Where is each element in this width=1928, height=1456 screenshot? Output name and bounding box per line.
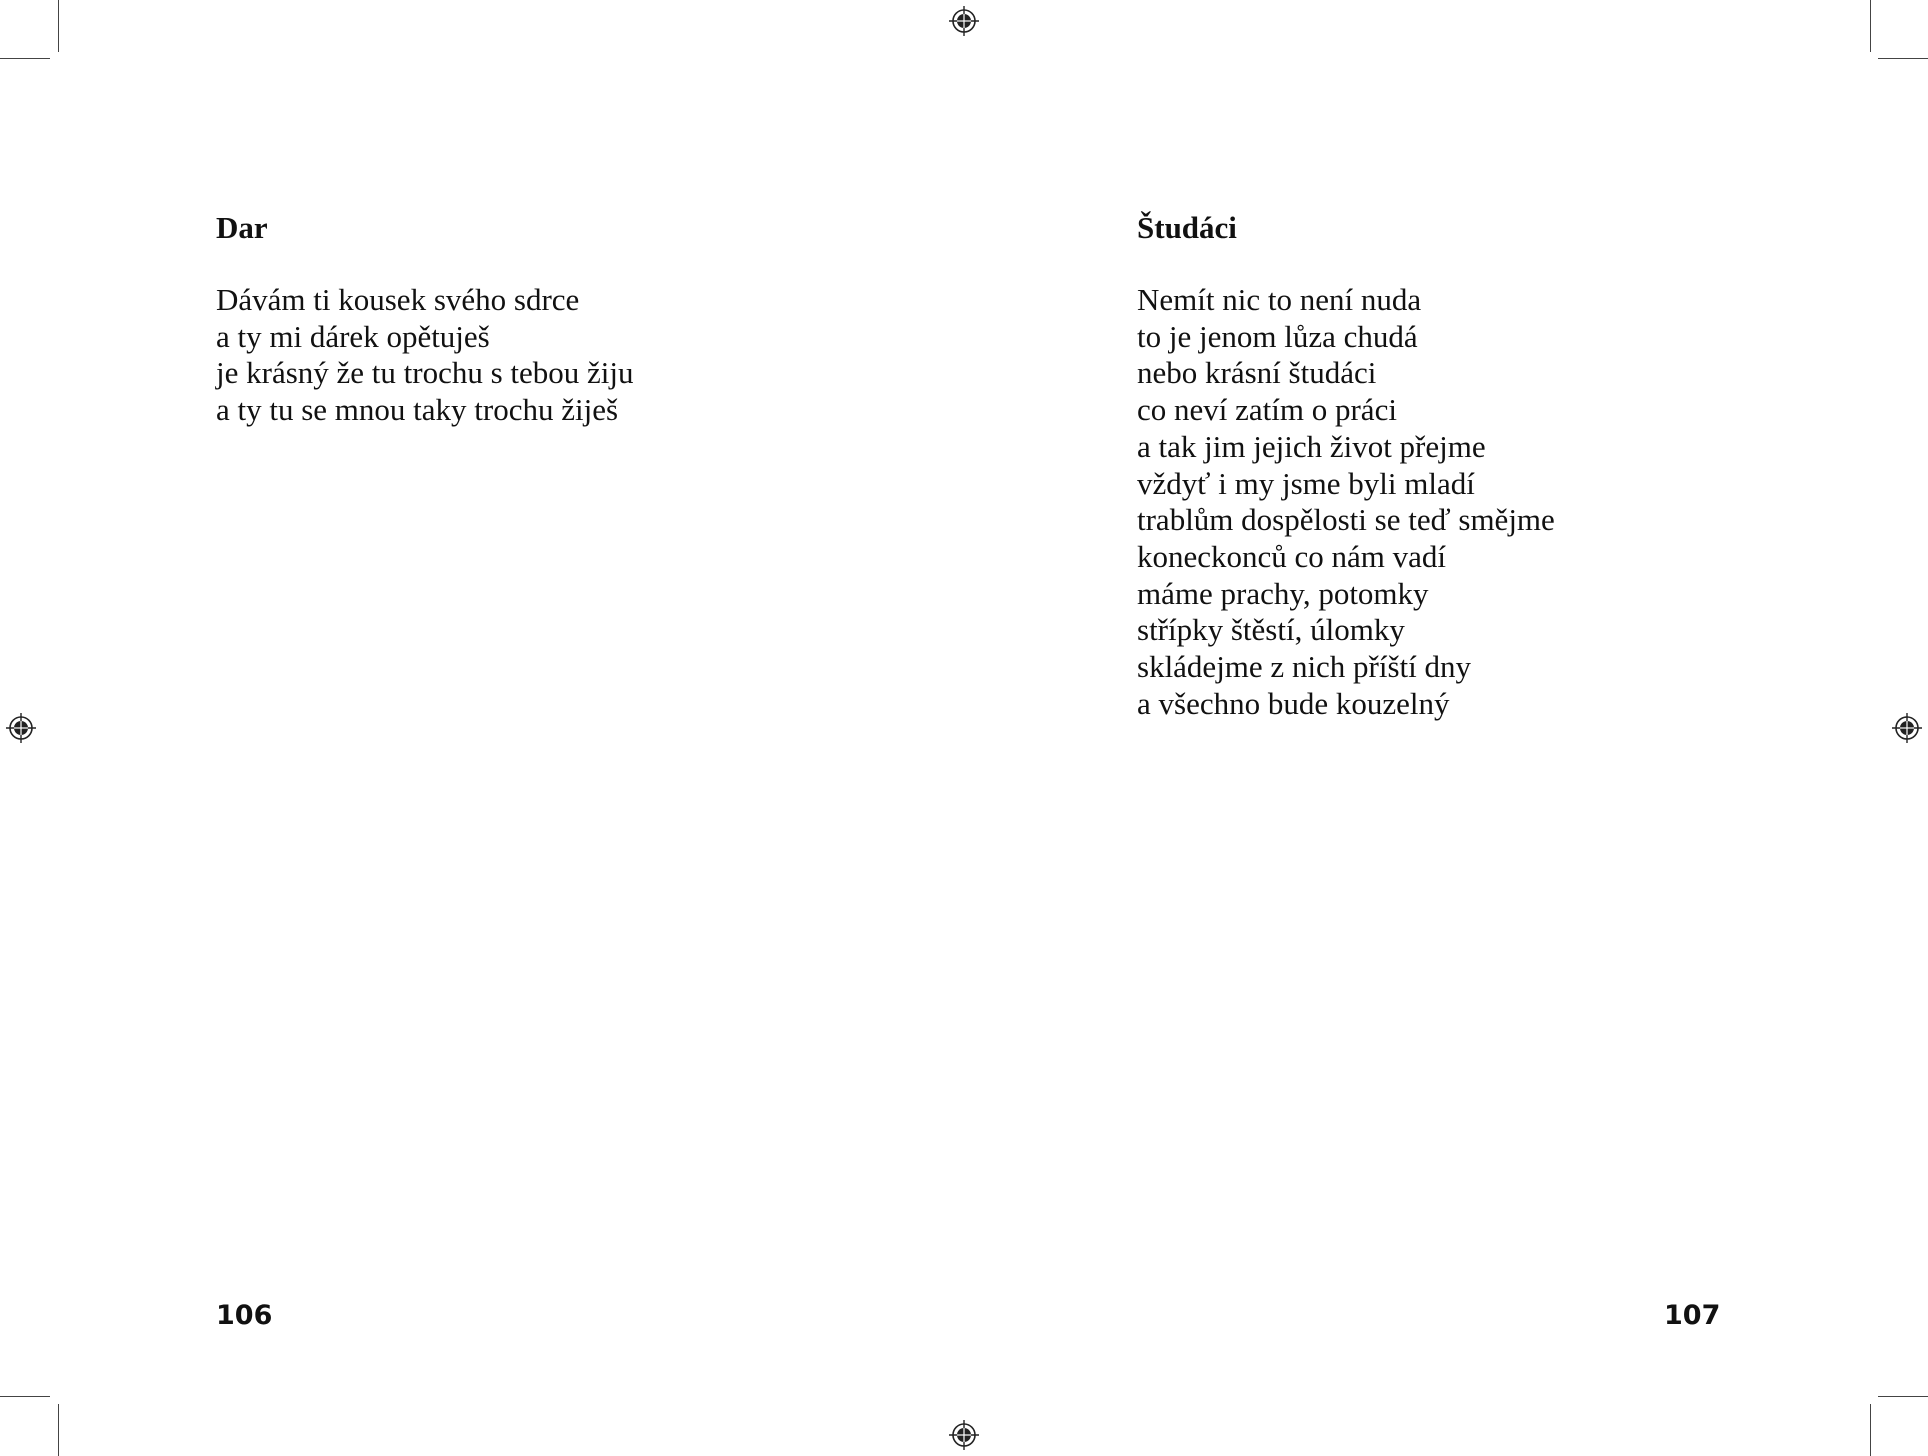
crop-mark: [58, 0, 59, 52]
poem-line: Dávám ti kousek svého sdrce: [216, 282, 580, 317]
poem-line: Nemít nic to není nuda: [1137, 282, 1422, 317]
poem-line: koneckonců co nám vadí: [1137, 538, 1447, 574]
poem-title: Dar: [216, 210, 268, 245]
poem-title: Študáci: [1137, 210, 1237, 245]
registration-mark-icon: [6, 713, 36, 743]
poem-line: nebo krásní študáci: [1137, 355, 1377, 391]
poem-line: je krásný že tu trochu s tebou žiju: [216, 355, 634, 391]
crop-mark: [1870, 1404, 1871, 1456]
poem-lines: [216, 282, 634, 429]
crop-mark: [58, 1404, 59, 1456]
poem-line: a ty mi dárek opětuješ: [216, 318, 490, 354]
poem-line: trablům dospělosti se teď smějme: [1137, 502, 1555, 538]
crop-mark: [1870, 0, 1871, 52]
page-number-left: 106: [216, 1300, 273, 1331]
poem-lines: [1137, 282, 1555, 722]
poem-line: střípky štěstí, úlomky: [1137, 612, 1405, 648]
poem-line: vždyť i my jsme byli mladí: [1137, 465, 1475, 501]
poem-line: a všechno bude kouzelný: [1137, 685, 1450, 721]
right-page-poem: [1137, 210, 1555, 722]
registration-mark-icon: [949, 1420, 979, 1450]
poem-line: a tak jim jejich život přejme: [1137, 428, 1486, 464]
crop-mark: [1878, 1396, 1928, 1397]
poem-line: skládejme z nich příští dny: [1137, 649, 1472, 685]
crop-mark: [0, 1396, 50, 1397]
left-page-poem: [216, 210, 634, 429]
poem-line: máme prachy, potomky: [1137, 575, 1429, 611]
registration-mark-icon: [949, 6, 979, 36]
poem-line: to je jenom lůza chudá: [1137, 318, 1418, 354]
poem-line: co neví zatím o práci: [1137, 392, 1397, 428]
crop-mark: [1878, 58, 1928, 59]
registration-mark-icon: [1892, 713, 1922, 743]
page-number-right: 107: [1664, 1300, 1721, 1331]
crop-mark: [0, 58, 50, 59]
poem-line: a ty tu se mnou taky trochu žiješ: [216, 392, 619, 428]
